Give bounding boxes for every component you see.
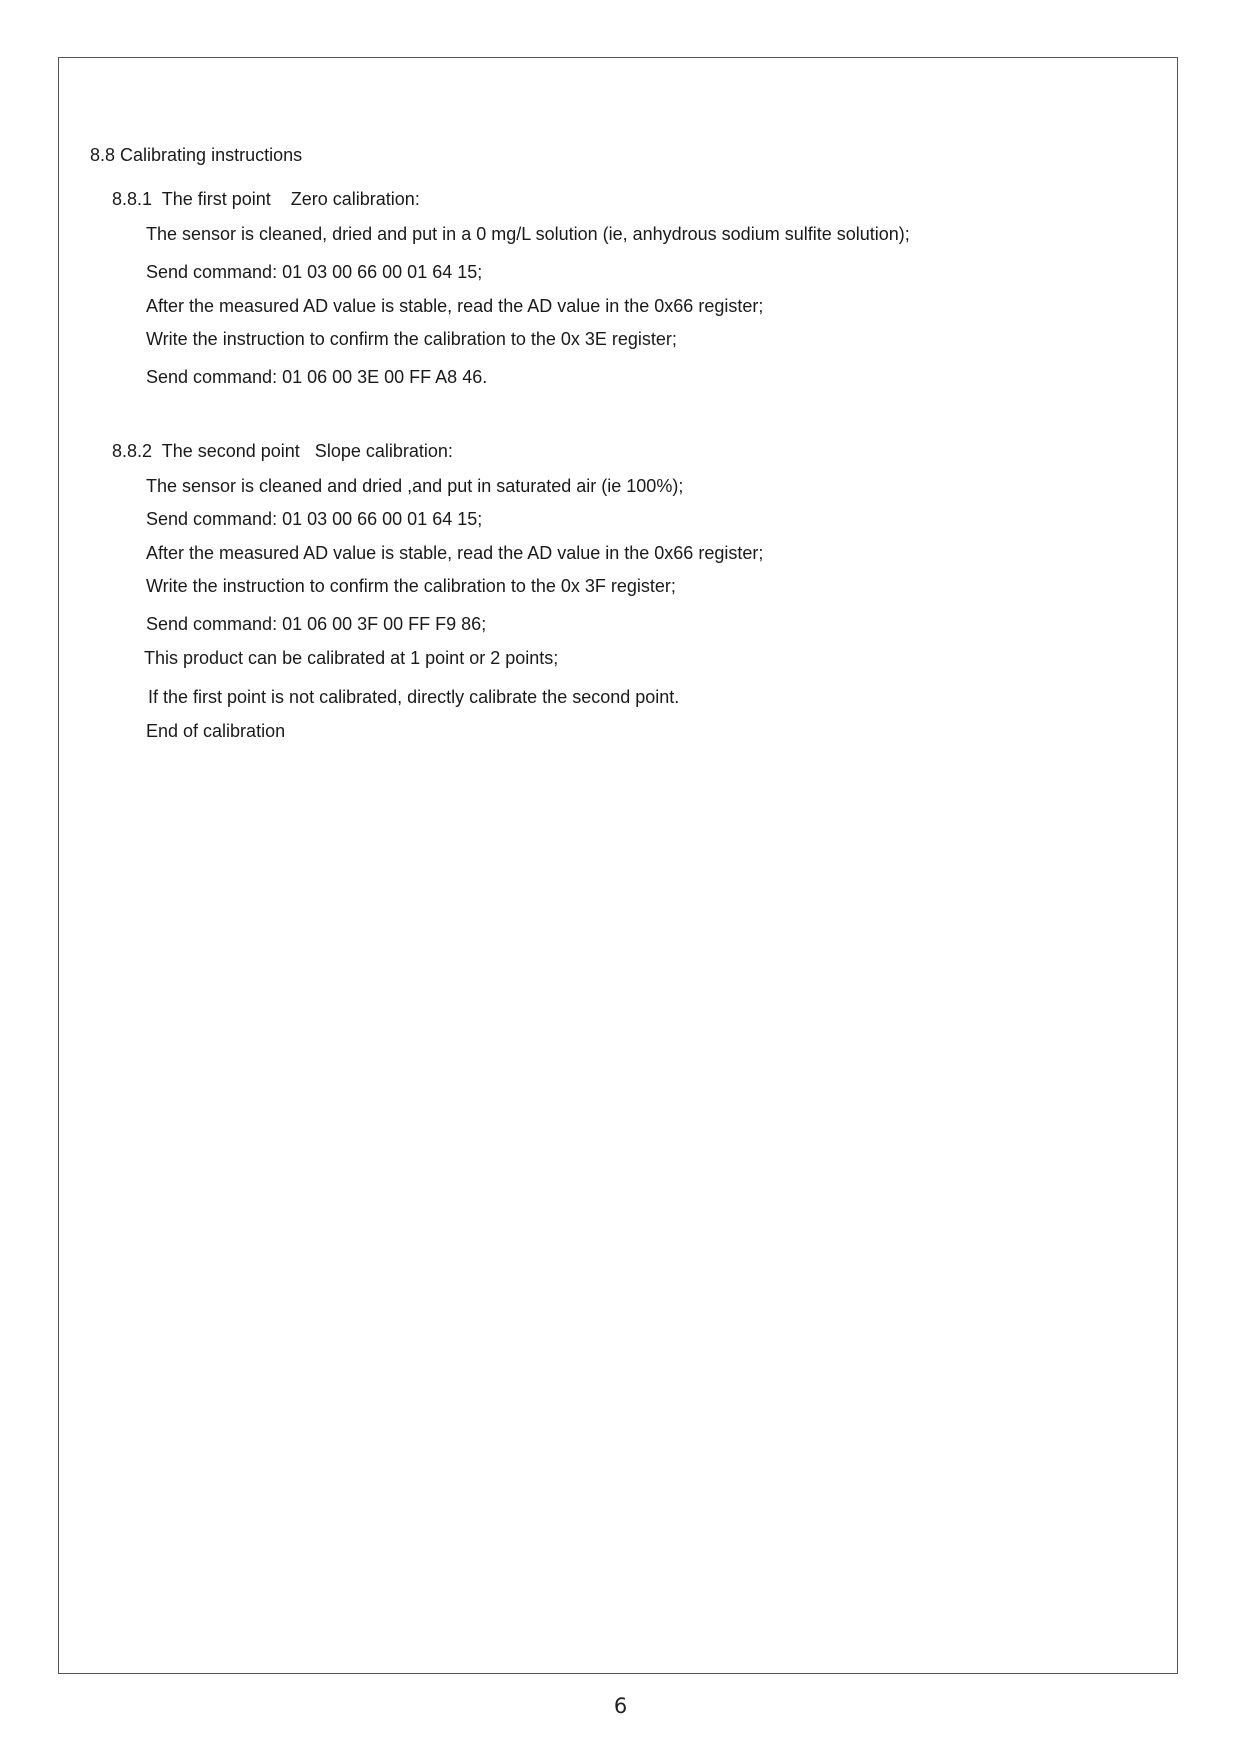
subsection-heading-first-point: 8.8.1 The first point Zero calibration: — [112, 189, 420, 209]
page-number: 6 — [613, 1694, 628, 1718]
instruction-line: Send command: 01 03 00 66 00 01 64 15; — [146, 262, 483, 282]
instruction-line: Send command: 01 03 00 66 00 01 64 15; — [146, 509, 483, 529]
instruction-line: Send command: 01 06 00 3E 00 FF A8 46. — [146, 367, 488, 387]
instruction-line: Send command: 01 06 00 3F 00 FF F9 86; — [146, 614, 487, 634]
instruction-line: If the first point is not calibrated, directly calibrate the second point. — [148, 687, 680, 707]
instruction-line: After the measured AD value is stable, read the AD value in the 0x66 register; — [146, 296, 764, 316]
instruction-line: This product can be calibrated at 1 point or 2 points; — [144, 648, 559, 668]
section-heading: 8.8 Calibrating instructions — [90, 145, 303, 165]
instruction-line: Write the instruction to confirm the calibration to the 0x 3F register; — [146, 576, 676, 596]
instruction-line: The sensor is cleaned, dried and put in a 0 mg/L solution (ie, anhydrous sodium sulfite solution); — [146, 224, 910, 244]
instruction-line: After the measured AD value is stable, read the AD value in the 0x66 register; — [146, 543, 764, 563]
instruction-line: The sensor is cleaned and dried ,and put in saturated air (ie 100%); — [146, 476, 684, 496]
instruction-line: End of calibration — [146, 721, 286, 741]
instruction-line: Write the instruction to confirm the calibration to the 0x 3E register; — [146, 329, 677, 349]
subsection-heading-second-point: 8.8.2 The second point Slope calibration: — [112, 441, 453, 461]
